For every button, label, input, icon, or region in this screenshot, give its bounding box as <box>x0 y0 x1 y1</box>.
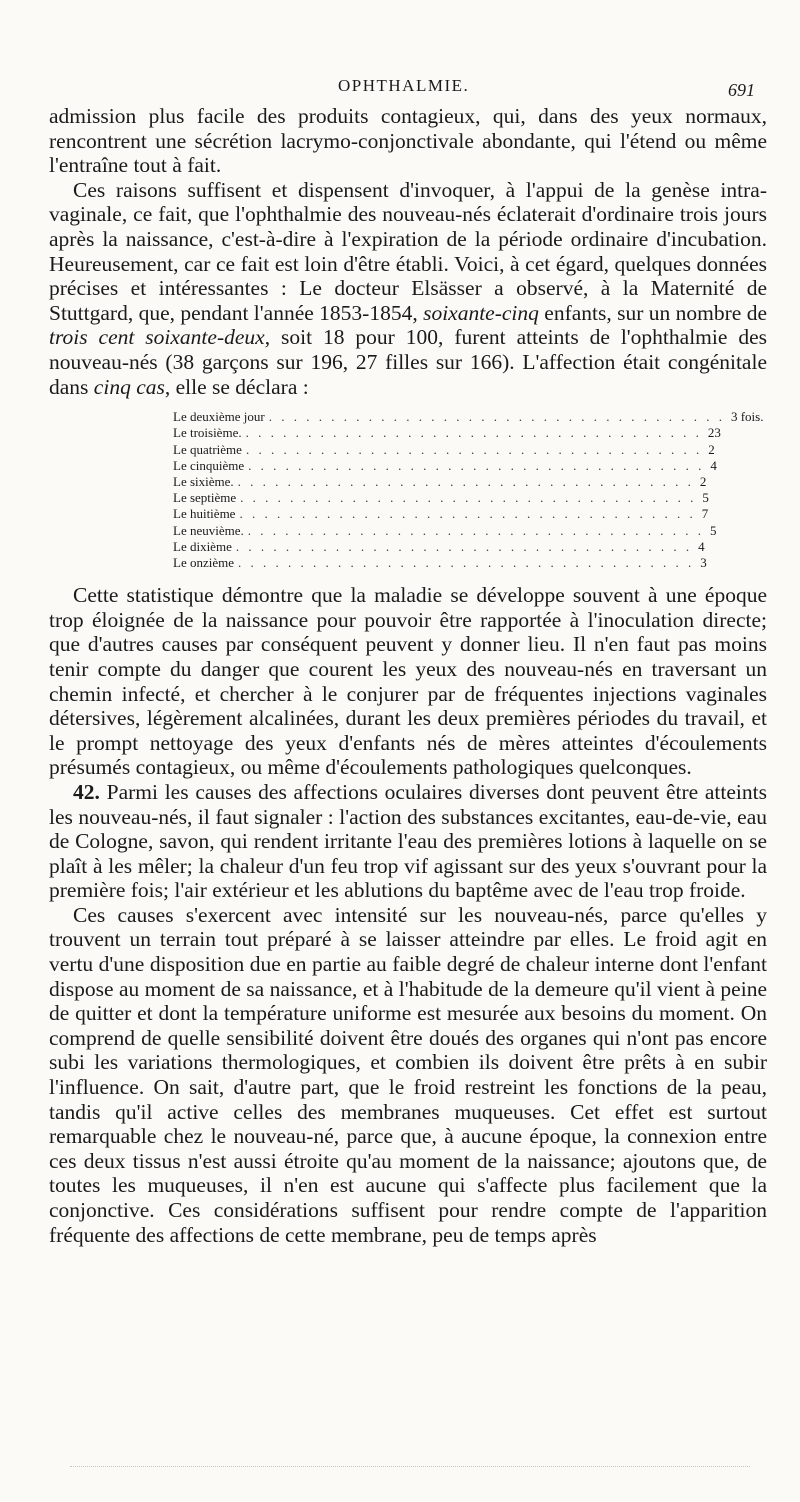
dot-leader: . . . . . . . . . . . . . . . . . . . . . . . . . . . . . . . . . . . . . <box>248 457 705 473</box>
italic-run: cinq cas <box>93 374 165 399</box>
italic-run: soixante-cinq <box>423 300 539 325</box>
table-row <box>173 506 709 522</box>
page-number: 691 <box>728 80 755 100</box>
text-run: Parmi les causes des affections oculaires diverses dont peuvent être atteints les nouveau-nés, il faut signaler : l'action des substances excitantes, eau-de-vie, eau de Cologne, savon, qui rendent irritante l'eau des premières lotions à laquelle on se plaît à les mêler; la chaleur d'un feu trop vif agissant sur des yeux s'ouvrant pour la première fois; l'air extérieur et les ablutions du baptême avec de l'eau trop froide. <box>49 779 767 903</box>
running-title: OPHTHALMIE. <box>338 76 470 95</box>
dot-leader: . . . . . . . . . . . . . . . . . . . . . . . . . . . . . . . . . . . . . <box>240 490 697 506</box>
italic-run: trois cent soixante-deux <box>49 325 265 350</box>
table-row <box>173 490 709 506</box>
row-value: 3 <box>700 554 707 570</box>
row-label: Le sixième. <box>173 473 234 489</box>
page-header <box>0 72 800 102</box>
row-label: Le neuvième. <box>173 522 244 538</box>
table-row <box>173 457 717 474</box>
row-label: Le quatrième <box>173 441 242 457</box>
table-row <box>173 473 707 490</box>
dot-leader: . . . . . . . . . . . . . . . . . . . . . . . . . . . . . . . . . . . . . <box>268 409 725 425</box>
table-row <box>173 538 705 555</box>
row-value: 2 <box>708 441 715 457</box>
row-value: 7 <box>701 506 709 522</box>
table-row <box>173 409 764 425</box>
row-label: Le cinquième <box>173 457 245 473</box>
row-label: Le troisième. <box>173 425 242 441</box>
text-run: , soit 18 pour 100, furent atteints de l'ophthalmie des nouveau-nés (38 garçons sur 196, 27 filles sur 166). L'affection était congénitale dans <box>49 325 767 399</box>
table-row <box>173 441 715 458</box>
row-value: 4 <box>710 457 717 473</box>
row-label: Le onzième <box>173 554 234 570</box>
paragraph-continued: admission plus facile des produits contagieux, qui, dans des yeux normaux, rencontrent une sécrétion lacrymo-conjonctivale abondante, qui l'étend ou même l'entraîne tout à fait. <box>49 104 767 178</box>
onset-day-table <box>173 409 764 571</box>
text-run: , elle se déclara : <box>164 374 309 399</box>
table-row <box>173 522 717 539</box>
row-label: Le septième <box>173 490 237 506</box>
row-value: 4 <box>698 538 705 554</box>
text-run: Ces raisons suffisent et dispensent d'invoquer, à l'appui de la genèse intra-vaginale, ce fait, que l'ophthalmie des nouveau-nés éclaterait d'ordinaire trois jours après la naissance, c'est-à-dire à l'expiration de la période ordinaire d'incubation. Heureusement, car ce fait est loin d'être établi. Voici, à cet égard, quelques données précises et intéressantes : Le docteur Elsässer a observé, à la Maternité de Stuttgard, que, pendant l'année 1853-1854, <box>49 177 767 325</box>
row-value: 23 <box>707 425 721 441</box>
row-value: 5 <box>710 522 717 538</box>
row-value: 2 <box>699 473 707 489</box>
dot-leader: . . . . . . . . . . . . . . . . . . . . . . . . . . . . . . . . . . . . . <box>235 538 693 554</box>
table-row <box>173 425 721 441</box>
table-row <box>173 554 707 571</box>
dot-leader: . . . . . . . . . . . . . . . . . . . . . . . . . . . . . . . . . . . . . <box>239 506 696 522</box>
text-run: enfants, sur un nombre de <box>538 300 767 325</box>
dot-leader: . . . . . . . . . . . . . . . . . . . . . . . . . . . . . . . . . . . . . <box>245 441 703 457</box>
dot-leader: . . . . . . . . . . . . . . . . . . . . . . . . . . . . . . . . . . . . . <box>237 473 694 489</box>
row-label: Le huitième <box>173 506 236 522</box>
footer-bleed-through <box>70 1466 750 1467</box>
row-label: Le deuxième jour <box>173 409 265 425</box>
paragraph-section-42 <box>49 780 767 903</box>
paragraph-conclusion: Cette statistique démontre que la maladie se développe souvent à une époque trop éloignée de la naissance pour pouvoir être rapportée à l'inoculation directe; que d'autres causes par conséquent peuvent y donner lieu. Il n'en faut pas moins tenir compte du danger que courent les yeux des nouveau-nés en traversant un chemin infecté, et chercher à le conjurer par de fréquentes injections vaginales détersives, légèrement alcalinées, durant les deux premières périodes du travail, et le prompt nettoyage des yeux d'enfants nés de mères atteintes d'écoulements présumés contagieux, ou même d'écoulements pathologiques quelconques. <box>49 583 767 780</box>
row-value: 3 fois. <box>730 409 764 425</box>
dot-leader: . . . . . . . . . . . . . . . . . . . . . . . . . . . . . . . . . . . . . <box>238 554 695 570</box>
dot-leader: . . . . . . . . . . . . . . . . . . . . . . . . . . . . . . . . . . . . . <box>247 522 704 538</box>
row-label: Le dixième <box>173 538 232 554</box>
body-text <box>49 104 767 1247</box>
row-value: 5 <box>702 490 709 506</box>
paragraph-causes: Ces causes s'exercent avec intensité sur les nouveau-nés, parce qu'elles y trouvent un terrain tout préparé à se laisser atteindre par elles. Le froid agit en vertu d'une disposition due en partie au faible degré de chaleur interne dont l'enfant dispose au moment de sa naissance, et à l'habitude de la demeure qu'il vient à peine de quitter et dont la température uniforme est mesurée aux besoins du moment. On comprend de quelle sensibilité doivent être doués des organes qui n'ont pas encore subi les variations thermologiques, et combien ils doivent être prêts à en subir l'influence. On sait, d'autre part, que le froid restreint les fonctions de la peau, tandis qu'il active celles des membranes muqueuses. Cet effet est surtout remarquable chez le nouveau-né, parce que, à aucune époque, la connexion entre ces deux tissus n'est aussi étroite qu'au moment de la naissance; ajoutons que, de toutes les muqueuses, il n'en est aucune qui s'affecte plus facilement que la conjonctive. Ces considérations suffisent pour rendre compte de l'apparition fréquente des affections de cette membrane, peu de temps après <box>49 902 767 1247</box>
paragraph-statistics-intro <box>49 178 767 399</box>
dot-leader: . . . . . . . . . . . . . . . . . . . . . . . . . . . . . . . . . . . . . <box>245 425 702 441</box>
section-number: 42. <box>73 779 100 804</box>
